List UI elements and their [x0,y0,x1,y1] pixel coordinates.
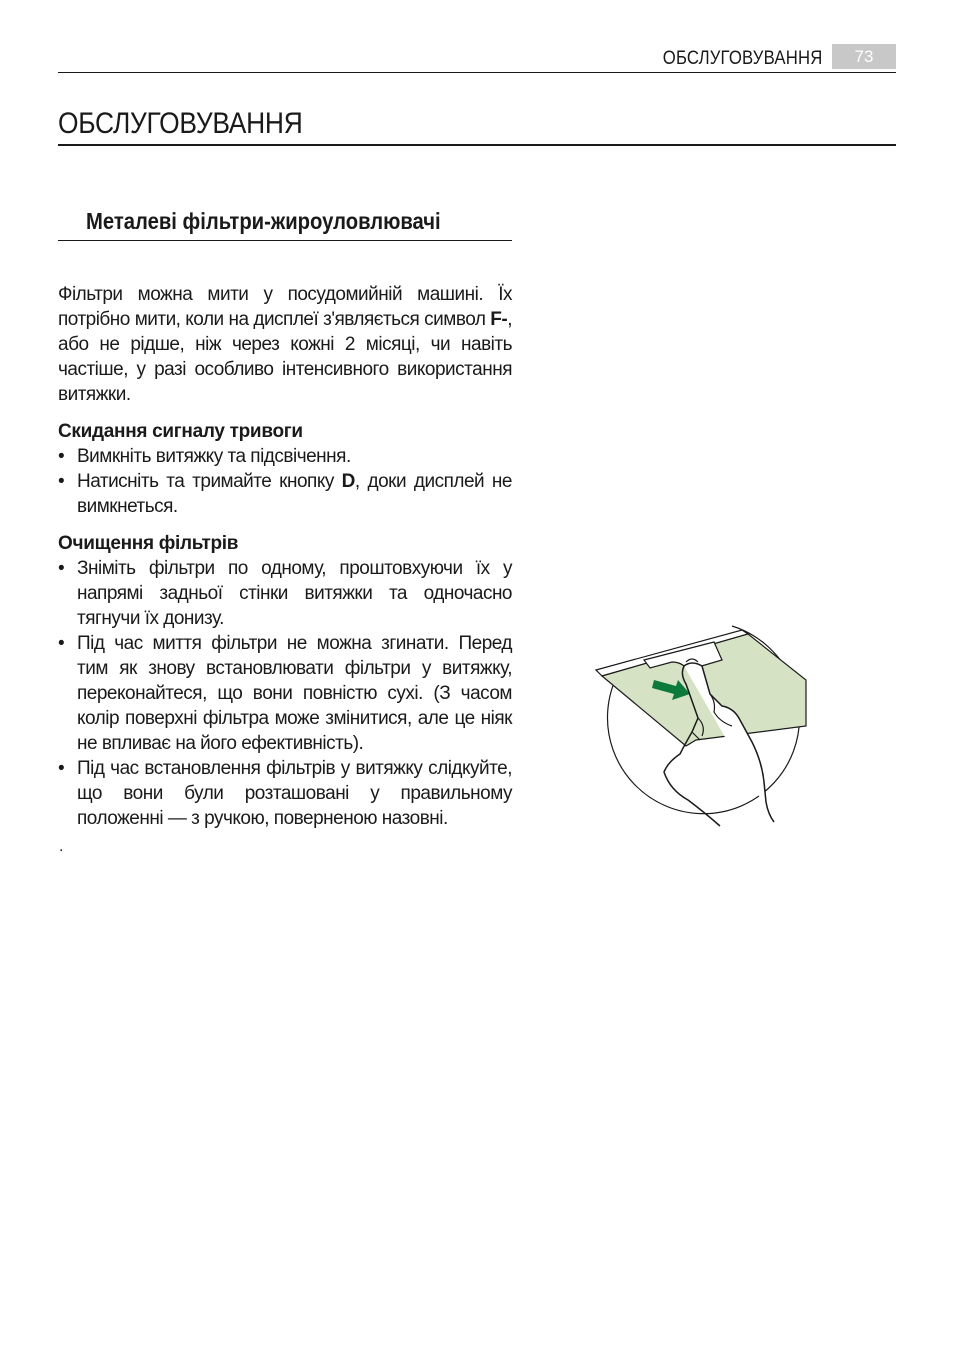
trailing-mark: . [59,838,64,855]
running-header [58,44,896,73]
section-title [58,206,512,241]
alarm-reset-heading: Скидання сигналу тривоги [58,421,303,442]
filter-cleaning-list [58,556,512,831]
alarm-reset-item-1: Вимкніть витяжку та підсвічення. [77,446,351,467]
alarm-reset-item-2a: Натисніть та тримайте кнопку [77,471,342,492]
filter-removal-hand-icon [592,622,812,832]
page-title-text: ОБСЛУГОВУВАННЯ [58,107,303,140]
page-number: 73 [832,44,896,69]
list-item: • Під час миття фільтри не можна згинати. Перед тим як знову встановлювати фільтри у витяжку, переконайтеся, що вони повністю сухі. (З часом колір поверхні фільтра може змінитися, але це ніяк не впливає на його ефективність). [58,631,512,756]
intro-text-1: Фільтри можна мити у посудомийній машині. Їх потрібно мити, коли на дисплеї з'являється символ [58,284,512,330]
display-symbol: F- [490,309,508,330]
list-item: • Під час встановлення фільтрів у витяжку слідкуйте, що вони були розташовані у правильному положенні — з ручкою, поверненою назовні. [58,756,512,831]
button-label-d: D [341,471,355,492]
page-title [58,106,896,146]
running-header-title: ОБСЛУГОВУВАННЯ [662,48,822,69]
alarm-reset-item-2b: , доки дисплей не вимкнеться. [77,471,512,517]
list-item [58,469,512,519]
list-item [58,444,512,469]
alarm-reset-list [58,444,512,519]
text-column [58,282,512,843]
section-title-text: Металеві фільтри-жироуловлювачі [86,208,441,234]
intro-text-2: , або не рідше, ніж через кожні 2 місяці, чи навіть частіше, у разі особливо інтенсивного використання витяжки. [58,309,512,405]
intro-paragraph [58,282,512,407]
list-item: • Зніміть фільтри по одному, проштовхуючи їх у напрямі задньої стінки витяжки та одночасно тягнучи їх донизу. [58,556,512,631]
filter-cleaning-heading: Очищення фільтрів [58,533,239,554]
